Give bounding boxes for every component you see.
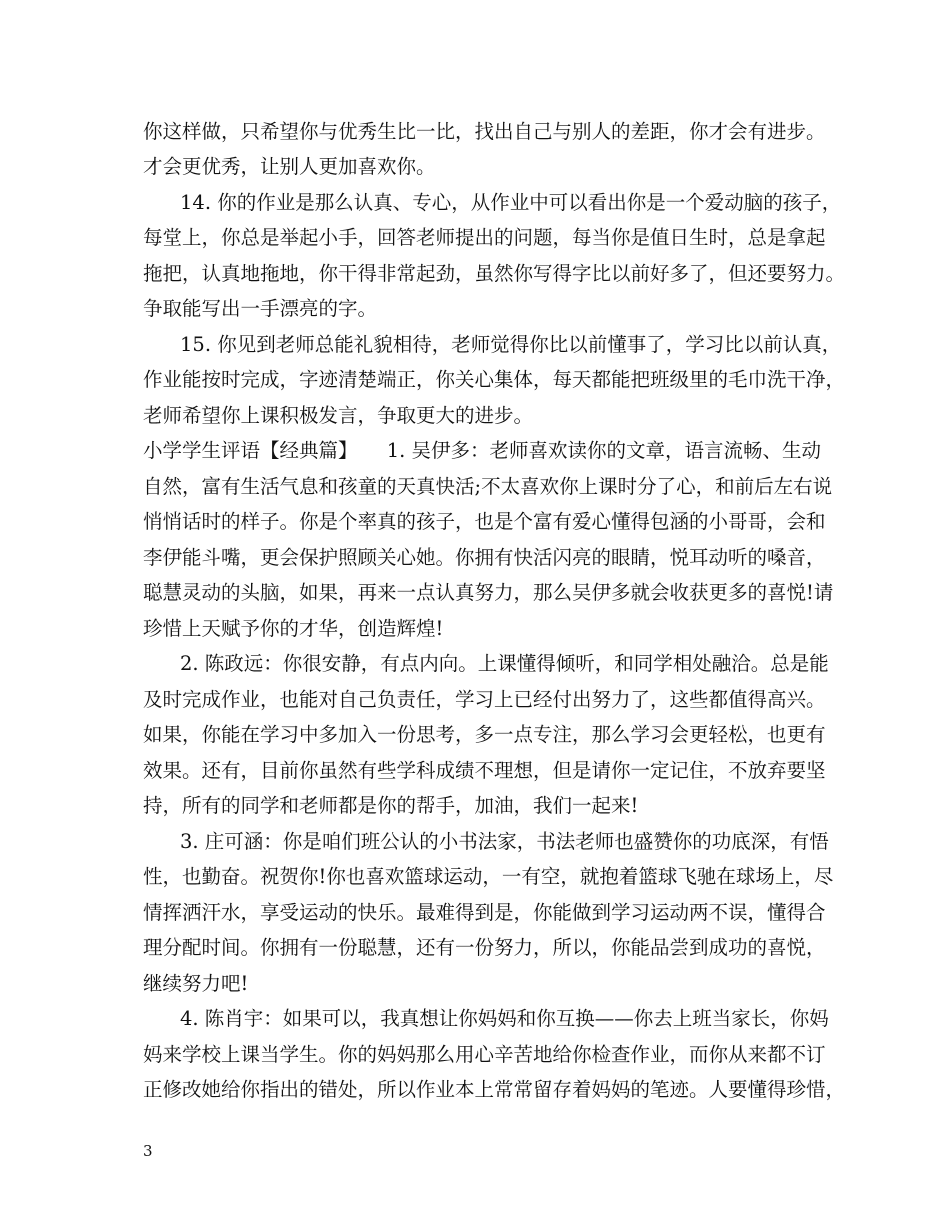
text-line: 珍惜上天赋予你的才华，创造辉煌! <box>143 617 444 640</box>
text-line: 才会更优秀，让别人更加喜欢你。 <box>143 155 436 178</box>
paragraph-4-start: 4. 陈肖宇：如果可以，我真想让你妈妈和你互换——你去上班当家长，你妈 <box>180 1007 829 1030</box>
text-line: 悄悄话时的样子。你是个率真的孩子，也是个富有爱心懂得包涵的小哥哥，会和 <box>143 510 826 533</box>
text-line: 情挥洒汗水，享受运动的快乐。最难得到是，你能做到学习运动两不误，懂得合 <box>143 901 826 924</box>
text-line: 及时完成作业，也能对自己负责任，学习上已经付出努力了，这些都值得高兴。 <box>143 688 826 711</box>
text-line: 作业能按时完成，字迹清楚端正，你关心集体，每天都能把班级里的毛巾洗干净， <box>143 368 846 391</box>
paragraph-15-start: 15. 你见到老师总能礼貌相待，老师觉得你比以前懂事了，学习比以前认真， <box>180 333 842 356</box>
text-line: 聪慧灵动的头脑，如果，再来一点认真努力，那么吴伊多就会收获更多的喜悦!请 <box>143 581 834 604</box>
text-line: 效果。还有，目前你虽然有些学科成绩不理想，但是请你一定记住，不放弃要坚 <box>143 759 826 782</box>
text-line: 继续努力吧! <box>143 972 249 995</box>
text-line: 争取能写出一手漂亮的字。 <box>143 297 378 320</box>
text-line: 持，所有的同学和老师都是你的帮手，加油，我们一起来! <box>143 794 639 817</box>
text-line: 你这样做，只希望你与优秀生比一比，找出自己与别人的差距，你才会有进步。 <box>143 120 826 143</box>
text-line: 性，也勤奋。祝贺你!你也喜欢篮球运动，一有空，就抱着篮球飞驰在球场上，尽 <box>143 865 834 888</box>
section-heading-line: 小学学生评语【经典篇】 1. 吴伊多：老师喜欢读你的文章，语言流畅、生动 <box>143 439 822 462</box>
text-line: 拖把，认真地拖地，你干得非常起劲，虽然你写得字比以前好多了，但还要努力。 <box>143 262 846 285</box>
text-line: 每堂上，你总是举起小手，回答老师提出的问题，每当你是值日生时，总是拿起 <box>143 226 826 249</box>
paragraph-2-start: 2. 陈政远：你很安静，有点内向。上课懂得倾听，和同学相处融洽。总是能 <box>180 652 829 675</box>
text-line: 妈来学校上课当学生。你的妈妈那么用心辛苦地给你检查作业，而你从来都不订 <box>143 1043 826 1066</box>
text-line: 自然，富有生活气息和孩童的天真快活;不太喜欢你上课时分了心，和前后左右说 <box>143 475 833 498</box>
paragraph-3-start: 3. 庄可涵：你是咱们班公认的小书法家，书法老师也盛赞你的功底深，有悟 <box>180 830 829 853</box>
page-number: 3 <box>143 1142 153 1160</box>
text-line: 理分配时间。你拥有一份聪慧，还有一份努力，所以，你能品尝到成功的喜悦， <box>143 936 826 959</box>
text-line: 如果，你能在学习中多加入一份思考，多一点专注，那么学习会更轻松，也更有 <box>143 723 826 746</box>
text-line: 李伊能斗嘴，更会保护照顾关心她。你拥有快活闪亮的眼睛，悦耳动听的嗓音， <box>143 546 826 569</box>
text-line: 正修改她给你指出的错处，所以作业本上常常留存着妈妈的笔迹。人要懂得珍惜， <box>143 1078 846 1101</box>
paragraph-14-start: 14. 你的作业是那么认真、专心，从作业中可以看出你是一个爱动脑的孩子， <box>180 191 842 214</box>
text-line: 老师希望你上课积极发言，争取更大的进步。 <box>143 404 534 427</box>
